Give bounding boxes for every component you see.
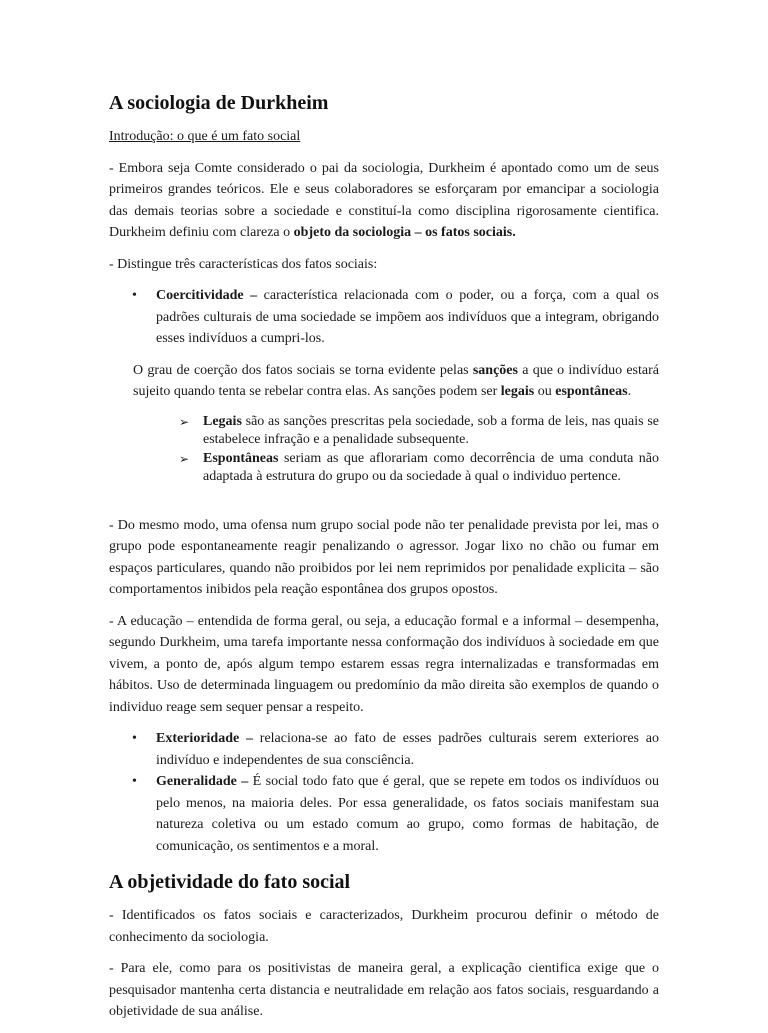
bullet-list-coercitividade bbox=[109, 285, 659, 350]
paragraph-identificados: - Identificados os fatos sociais e caracterizados, Durkheim procurou definir o método de conhecimento da sociologia. bbox=[109, 908, 659, 945]
paragraph-positivistas: - Para ele, como para os positivistas de maneira geral, a explicação cientifica exige que o pesquisador mantenha certa distancia e neutralidade em relação aos fatos sociais, resguardando a objetividade de sua análise. bbox=[109, 961, 659, 1019]
bullet-icon: • bbox=[132, 774, 137, 789]
document-page bbox=[109, 90, 659, 1033]
list-item-legais: ➢ Legais são as sanções prescritas pela sociedade, sob a forma de leis, nas quais se estabelece infração e a penalidade subsequente. bbox=[179, 413, 659, 447]
section-subtitle: Introdução: o que é um fato social bbox=[109, 129, 301, 144]
arrow-list-sancoes bbox=[109, 413, 659, 487]
paragraph-intro: - Embora seja Comte considerado o pai da sociologia, Durkheim é apontado como um de seus primeiros grandes teóricos. Ele e seus colaboradores se esforçaram por emancipar a sociologia das demais teorias sobre a sociedade e constituí-la como disciplina rigorosamente cientifica. Durkheim definiu com clareza o objeto da sociologia – os fatos sociais. bbox=[109, 160, 659, 240]
document-title: A sociologia de Durkheim bbox=[109, 92, 329, 114]
bullet-list-caracteristicas bbox=[109, 728, 659, 857]
paragraph-coercao: O grau de coerção dos fatos sociais se torna evidente pelas sanções a que o indivíduo estará sujeito quando tenta se rebelar contra elas. As sanções podem ser legais ou espontâneas. bbox=[133, 362, 659, 399]
list-item-coercitividade: • Coercitividade – característica relacionada com o poder, ou a força, com a qual os padrões culturais de uma sociedade se impõem aos indivíduos que a integram, obrigando esses indivíduos a cumpri-los. bbox=[156, 285, 659, 350]
bullet-icon: • bbox=[132, 288, 137, 303]
arrow-bullet-icon: ➢ bbox=[179, 414, 190, 429]
arrow-bullet-icon: ➢ bbox=[179, 451, 190, 466]
list-item-generalidade: • Generalidade – É social todo fato que é geral, que se repete em todos os indivíduos ou pelo menos, na maioria deles. Por essa generalidade, os fatos sociais manifestam sua natureza coletiva ou um estado comum ao grupo, como formas de habitação, de comunicação, os sentimentos e a moral. bbox=[156, 771, 659, 857]
paragraph-ofensa: - Do mesmo modo, uma ofensa num grupo social pode não ter penalidade prevista por lei, mas o grupo pode espontaneamente reagir penalizando o agressor. Jogar lixo no chão ou fumar em espaços particulares, quando não proibidos por lei nem reprimidos por penalidade explicita – são comportamentos inibidos pela reação espontânea dos grupos opostos. bbox=[109, 517, 659, 597]
section-heading-objetividade: A objetividade do fato social bbox=[109, 871, 351, 893]
list-item-espontaneas: ➢ Espontâneas seriam as que aflorariam como decorrência de uma conduta não adaptada à estrutura do grupo ou da sociedade à qual o individuo pertence. bbox=[179, 450, 659, 484]
list-item-exterioridade: • Exterioridade – relaciona-se ao fato de esses padrões culturais serem exteriores ao indivíduo e independentes de sua consciência. bbox=[156, 728, 659, 771]
paragraph-educacao: - A educação – entendida de forma geral, ou seja, a educação formal e a informal – desempenha, segundo Durkheim, uma tarefa importante nessa conformação dos indivíduos à sociedade em que vivem, a ponto de, após algum tempo estarem essas regra internalizadas e transformadas em hábitos. Uso de determinada linguagem ou predomínio da mão direita são exemplos de quando o individuo reage sem sequer pensar a respeito. bbox=[109, 613, 659, 715]
paragraph-distingue: - Distingue três características dos fatos sociais: bbox=[109, 256, 378, 272]
bullet-icon: • bbox=[132, 731, 137, 746]
